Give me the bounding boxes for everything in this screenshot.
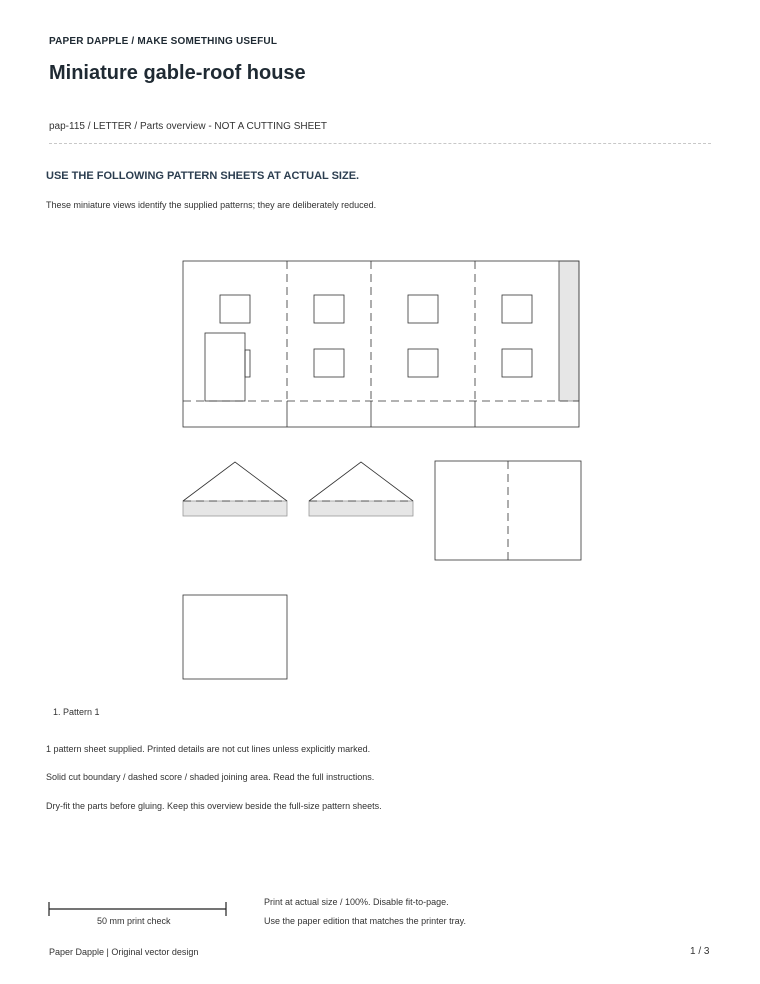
page-number: 1 / 3	[690, 946, 710, 957]
header-divider	[49, 143, 711, 144]
scale-bar	[49, 902, 226, 916]
wall-strip-part	[183, 261, 579, 427]
window-marks	[220, 295, 532, 377]
note-sheet-count: 1 pattern sheet supplied. Printed details are not cut lines unless explicitly marked.	[46, 744, 371, 754]
gable-end-part-right	[309, 462, 413, 516]
print-note-paper: Use the paper edition that matches the printer tray.	[264, 916, 466, 926]
print-note-actual-size: Print at actual size / 100%. Disable fit-to-page.	[264, 897, 449, 907]
note-line-legend: Solid cut boundary / dashed score / shaded joining area. Read the full instructions.	[46, 772, 375, 782]
instructions-heading: USE THE FOLLOWING PATTERN SHEETS AT ACTUAL SIZE.	[46, 170, 360, 182]
document-meta: pap-115 / LETTER / Parts overview - NOT A CUTTING SHEET	[49, 121, 328, 132]
door-mark	[205, 333, 250, 401]
roof-panel-part	[435, 461, 581, 560]
wall-strip-outline	[183, 261, 579, 427]
wall-score-lines	[183, 261, 579, 401]
page-title: Miniature gable-roof house	[49, 62, 306, 84]
note-dry-fit: Dry-fit the parts before gluing. Keep this overview beside the full-size pattern sheets.	[46, 801, 382, 811]
base-panel-part	[183, 595, 287, 679]
base-tab-dividers	[287, 261, 559, 427]
scale-check-label: 50 mm print check	[97, 916, 171, 926]
brand-line: PAPER DAPPLE / MAKE SOMETHING USEFUL	[49, 36, 278, 47]
footer-credit: Paper Dapple | Original vector design	[49, 947, 199, 957]
glue-tab-shaded	[559, 261, 579, 401]
pattern-caption: 1. Pattern 1	[53, 707, 100, 717]
gable-end-part-left	[183, 462, 287, 516]
instructions-intro: These miniature views identify the supplied patterns; they are deliberately reduced.	[46, 200, 377, 210]
